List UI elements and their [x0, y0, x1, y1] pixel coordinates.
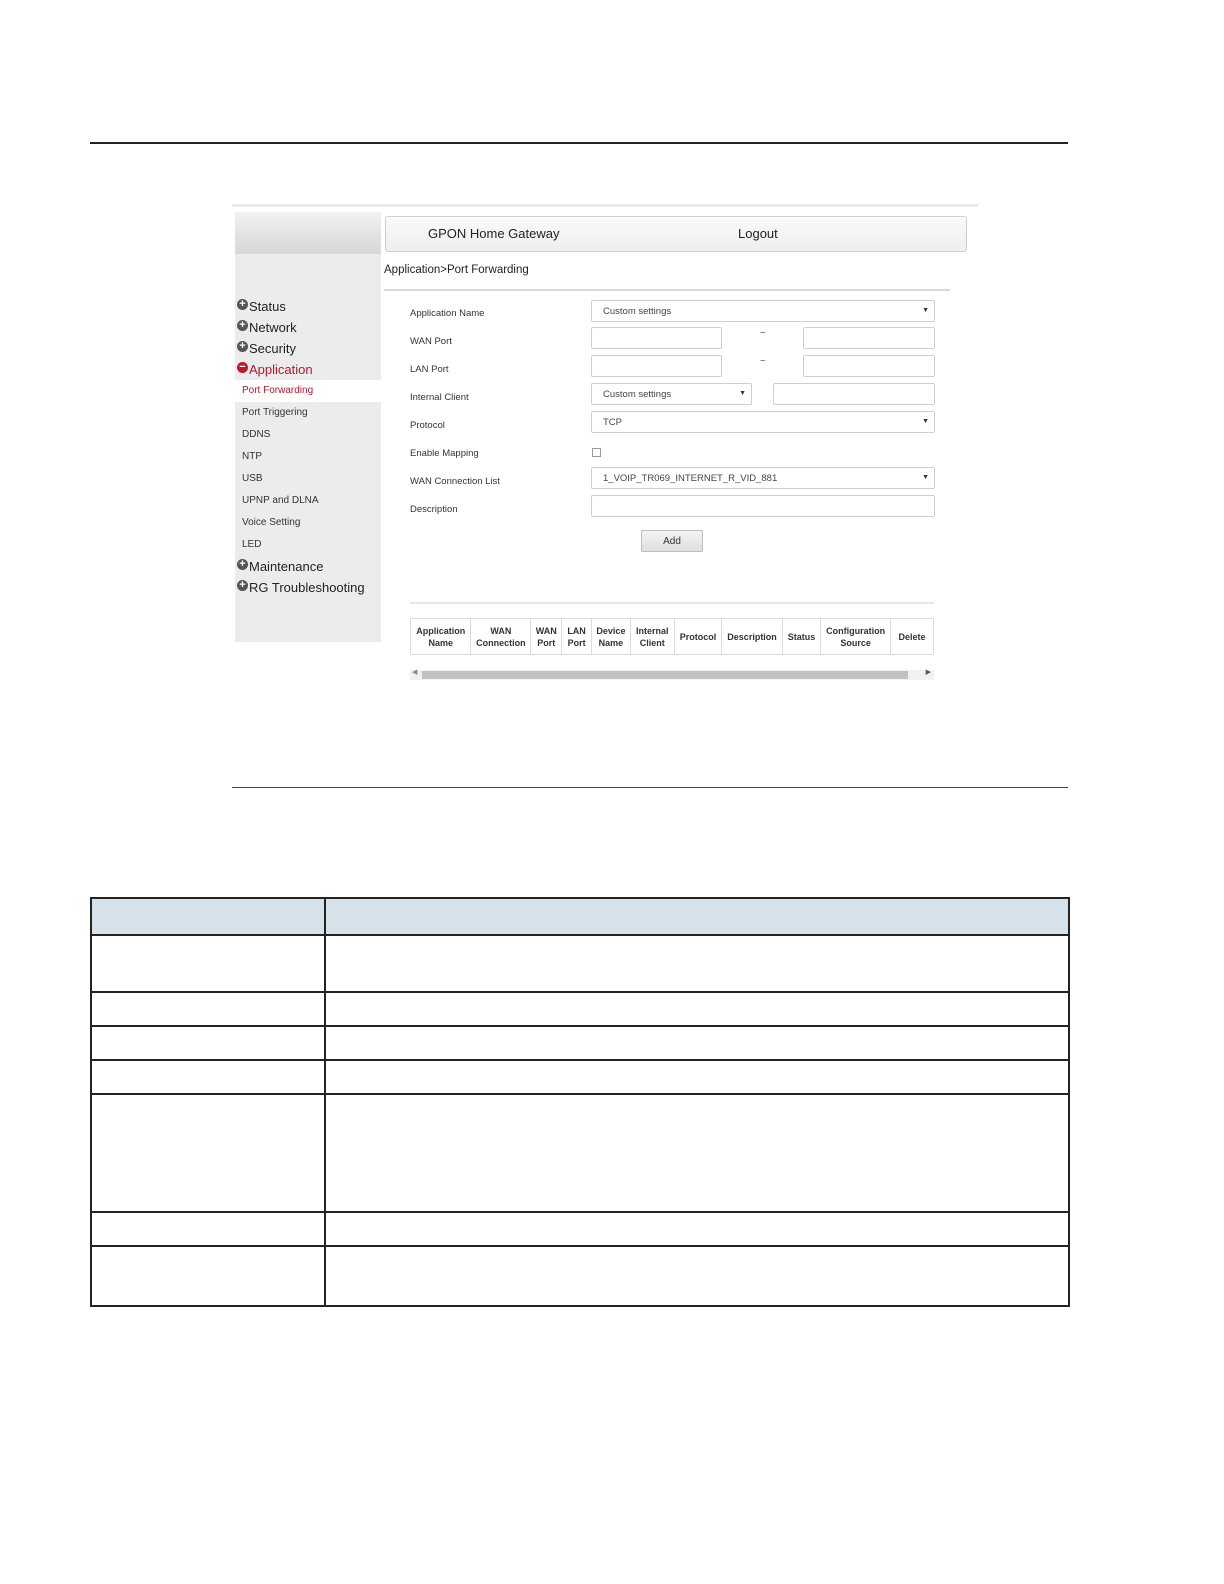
sidebar-item-network[interactable]: [235, 317, 381, 338]
table-cell: [91, 1094, 325, 1212]
sidebar-subitem-upnp-dlna[interactable]: UPNP and DLNA: [242, 495, 319, 506]
column-header-description: Description: [722, 619, 782, 655]
expand-plus-icon: +: [237, 299, 248, 310]
table-cell: [91, 1060, 325, 1094]
table-row: [91, 935, 1069, 992]
lan-port-range-separator: ~: [760, 356, 766, 367]
internal-client-select[interactable]: [591, 383, 752, 405]
table-cell: [325, 1212, 1069, 1246]
scroll-right-arrow-icon[interactable]: ▶: [925, 669, 931, 676]
sidebar-subitem-usb[interactable]: USB: [242, 473, 263, 484]
collapse-minus-icon: −: [237, 362, 248, 373]
screenshot-top-edge: [232, 204, 978, 207]
horizontal-scrollbar[interactable]: [410, 670, 934, 680]
description-input[interactable]: [591, 495, 935, 517]
column-header-delete: Delete: [890, 619, 933, 655]
table-cell: [91, 1026, 325, 1060]
table-cell: [325, 935, 1069, 992]
wan-port-label: WAN Port: [410, 336, 452, 347]
sidebar-item-security[interactable]: [235, 338, 381, 359]
wan-port-end-input[interactable]: [803, 327, 935, 349]
table-cell: [325, 1094, 1069, 1212]
table-row: [91, 992, 1069, 1026]
expand-plus-icon: +: [237, 559, 248, 570]
expand-plus-icon: +: [237, 320, 248, 331]
internal-client-ip-input[interactable]: [773, 383, 935, 405]
port-forwarding-rules-table: [410, 602, 934, 658]
dropdown-caret-icon: ▼: [739, 390, 746, 397]
sidebar-logo-area: [235, 212, 381, 254]
internal-client-value: Custom settings: [603, 389, 672, 400]
sidebar-item-status[interactable]: [235, 296, 381, 317]
column-header-application-name: Application Name: [411, 619, 471, 655]
protocol-value: TCP: [603, 417, 622, 428]
column-header-internal-client: Internal Client: [630, 619, 674, 655]
sidebar-item-label: Status: [249, 299, 286, 314]
table-cell: [325, 992, 1069, 1026]
expand-plus-icon: +: [237, 341, 248, 352]
table-row: [91, 1246, 1069, 1306]
sidebar-item-label: Network: [249, 320, 297, 335]
table-cell: [91, 1212, 325, 1246]
wan-connection-list-value: 1_VOIP_TR069_INTERNET_R_VID_881: [603, 473, 778, 484]
wan-connection-list-label: WAN Connection List: [410, 476, 500, 487]
top-banner: [385, 216, 967, 252]
sidebar-subitem-led[interactable]: LED: [242, 539, 262, 550]
table-cell: [325, 1246, 1069, 1306]
sidebar-item-label: Application: [249, 362, 313, 377]
table-cell: [91, 935, 325, 992]
wan-port-range-separator: ~: [760, 328, 766, 339]
header-cell-description: [325, 898, 1069, 935]
breadcrumb: Application>Port Forwarding: [384, 264, 529, 276]
expand-plus-icon: +: [237, 580, 248, 591]
column-header-lan-port: LAN Port: [562, 619, 592, 655]
sidebar-menu: [235, 296, 381, 598]
scrollbar-thumb[interactable]: [422, 671, 908, 679]
column-header-wan-connection: WAN Connection: [471, 619, 531, 655]
dropdown-caret-icon: ▼: [922, 474, 929, 481]
sidebar-subitem-port-forwarding[interactable]: Port Forwarding: [235, 380, 381, 402]
application-name-value: Custom settings: [603, 306, 672, 317]
table-cell: [91, 992, 325, 1026]
sidebar-subitem-port-triggering[interactable]: Port Triggering: [242, 407, 308, 418]
column-header-protocol: Protocol: [674, 619, 722, 655]
router-screenshot: [232, 204, 978, 686]
table-header-row: [411, 619, 934, 655]
description-label: Description: [410, 504, 458, 515]
column-header-wan-port: WAN Port: [531, 619, 562, 655]
protocol-select[interactable]: [591, 411, 935, 433]
application-name-select[interactable]: [591, 300, 935, 322]
wan-connection-list-select[interactable]: [591, 467, 935, 489]
sidebar-item-application[interactable]: [235, 359, 381, 380]
table-row: [91, 1094, 1069, 1212]
wan-port-start-input[interactable]: [591, 327, 722, 349]
gateway-title: GPON Home Gateway: [428, 226, 560, 241]
table-row: [91, 1026, 1069, 1060]
sidebar-item-label: RG Troubleshooting: [249, 580, 365, 595]
sidebar: [235, 212, 381, 642]
lan-port-start-input[interactable]: [591, 355, 722, 377]
application-name-label: Application Name: [410, 308, 485, 319]
add-button[interactable]: Add: [641, 530, 703, 552]
caption-rule: [232, 787, 1068, 788]
table-header-row: [91, 898, 1069, 935]
scroll-left-arrow-icon[interactable]: ◀: [412, 669, 418, 676]
parameter-description-table: [90, 897, 1070, 1307]
sidebar-item-label: Maintenance: [249, 559, 324, 574]
table-cell: [91, 1246, 325, 1306]
table-row: [91, 1060, 1069, 1094]
sidebar-item-maintenance[interactable]: [235, 556, 381, 577]
lan-port-label: LAN Port: [410, 364, 449, 375]
sidebar-item-label: Security: [249, 341, 296, 356]
table-row: [91, 1212, 1069, 1246]
enable-mapping-checkbox[interactable]: [592, 448, 601, 457]
column-header-device-name: Device Name: [591, 619, 630, 655]
column-header-configuration-source: Configuration Source: [821, 619, 890, 655]
header-rule: [90, 142, 1068, 144]
lan-port-end-input[interactable]: [803, 355, 935, 377]
sidebar-subitem-ntp[interactable]: NTP: [242, 451, 262, 462]
table-cell: [325, 1026, 1069, 1060]
dropdown-caret-icon: ▼: [922, 307, 929, 314]
table-cell: [325, 1060, 1069, 1094]
header-cell-parameter: [91, 898, 325, 935]
internal-client-label: Internal Client: [410, 392, 469, 403]
sidebar-subitem-ddns[interactable]: DDNS: [242, 429, 271, 440]
dropdown-caret-icon: ▼: [922, 418, 929, 425]
logout-link[interactable]: Logout: [738, 226, 778, 241]
protocol-label: Protocol: [410, 420, 445, 431]
enable-mapping-label: Enable Mapping: [410, 448, 479, 459]
sidebar-item-rg-troubleshooting[interactable]: [235, 577, 381, 598]
sidebar-subitem-voice-setting[interactable]: Voice Setting: [242, 517, 301, 528]
breadcrumb-divider: [384, 289, 950, 291]
column-header-status: Status: [782, 619, 821, 655]
